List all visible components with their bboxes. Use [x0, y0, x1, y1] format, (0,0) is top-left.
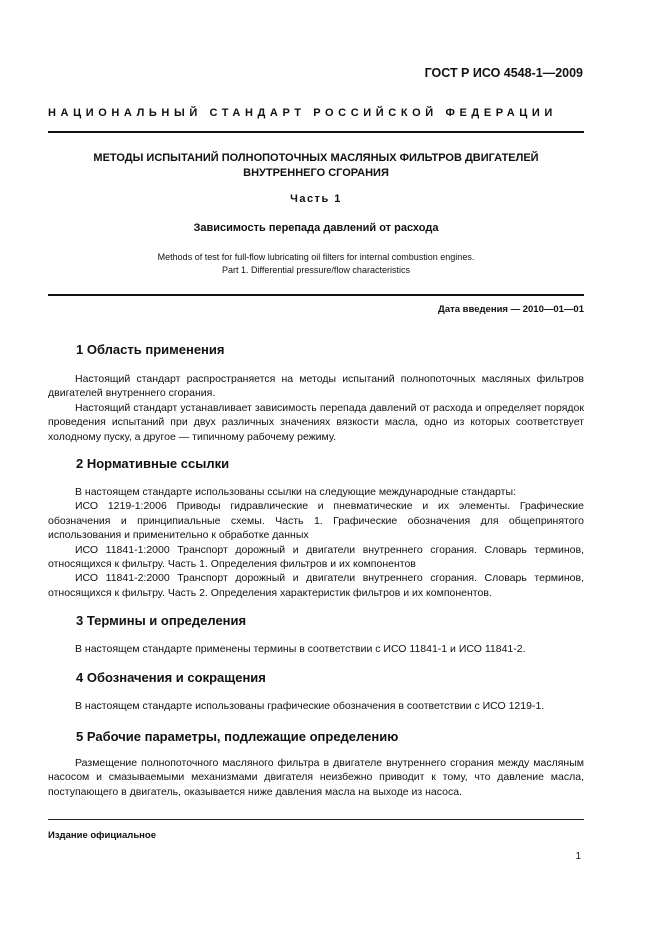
section-3-body — [48, 642, 584, 656]
paragraph: В настоящем стандарте использованы графические обозначения в соответствии с ИСО 1219-1. — [75, 700, 545, 712]
english-title-line-1: Methods of test for full-flow lubricating oil filters for internal combustion engines. — [157, 252, 475, 262]
paragraph: Настоящий стандарт распространяется на методы испытаний полнопоточных масляных фильтров двигателей внутреннего сгорания. — [48, 373, 584, 400]
paragraph: Настоящий стандарт устанавливает зависимость перепада давлений от расхода и определяет порядок проведения испытаний при двух различных значениях вязкости масла, одно из которых соответствует холодному пуску, а другое — типичному рабочему режиму. — [48, 401, 584, 443]
introduction-date: Дата введения — 2010—01—01 — [438, 304, 584, 315]
document-subtitle: Зависимость перепада давлений от расхода — [193, 222, 439, 234]
page-number: 1 — [575, 851, 581, 862]
paragraph: ИСО 11841-2:2000 Транспорт дорожный и двигатели внутреннего сгорания. Словарь терминов, относящихся к фильтру. Часть 2. Определения характеристик фильтров и их компонентов. — [48, 572, 584, 599]
paragraph: В настоящем стандарте использованы ссылки на следующие международные стандарты: — [75, 486, 516, 498]
title-line-2: ВНУТРЕННЕГО СГОРАНИЯ — [243, 167, 389, 179]
english-title — [48, 251, 584, 277]
title-line-1: МЕТОДЫ ИСПЫТАНИЙ ПОЛНОПОТОЧНЫХ МАСЛЯНЫХ ФИЛЬТРОВ ДВИГАТЕЛЕЙ — [93, 152, 539, 164]
section-5-body — [48, 756, 584, 799]
section-4-heading: 4 Обозначения и сокращения — [76, 670, 266, 685]
edition-note: Издание официальное — [48, 830, 156, 841]
section-5-heading: 5 Рабочие параметры, подлежащие определению — [76, 729, 399, 744]
paragraph: Размещение полнопоточного масляного фильтра в двигателе внутреннего сгорания между масляным насосом и смазываемыми механизмами двигателя неизбежно приводит к тому, что давление масла, поступающего в двигатель, оказывается ниже давления масла на выходе из насоса. — [48, 757, 584, 798]
section-4-body — [48, 699, 584, 713]
national-standard-banner: НАЦИОНАЛЬНЫЙ СТАНДАРТ РОССИЙСКОЙ ФЕДЕРАЦИИ — [48, 107, 557, 119]
document-id: ГОСТ Р ИСО 4548-1—2009 — [424, 66, 583, 80]
section-2-body — [48, 485, 584, 600]
english-title-line-2: Part 1. Differential pressure/flow characteristics — [222, 265, 410, 275]
section-3-heading: 3 Термины и определения — [76, 613, 247, 628]
document-title — [48, 151, 584, 181]
header-rule — [48, 131, 584, 133]
paragraph: ИСО 11841-1:2000 Транспорт дорожный и двигатели внутреннего сгорания. Словарь терминов, относящихся к фильтру. Часть 1. Определения фильтров и их компонентов — [48, 543, 584, 571]
section-1-body — [48, 372, 584, 444]
part-label: Часть 1 — [290, 193, 342, 205]
paragraph: В настоящем стандарте применены термины в соответствии с ИСО 11841-1 и ИСО 11841-2. — [75, 643, 526, 655]
paragraph: ИСО 1219-1:2006 Приводы гидравлические и пневматические и их элементы. Графические обозначения и принципиальные схемы. Часть 1. Графические обозначения для общепринятого использования и применительно к обработке данных — [48, 500, 584, 542]
title-rule — [48, 294, 584, 296]
footer-rule — [48, 819, 584, 820]
section-2-heading: 2 Нормативные ссылки — [76, 456, 230, 471]
section-1-heading: 1 Область применения — [76, 342, 225, 357]
